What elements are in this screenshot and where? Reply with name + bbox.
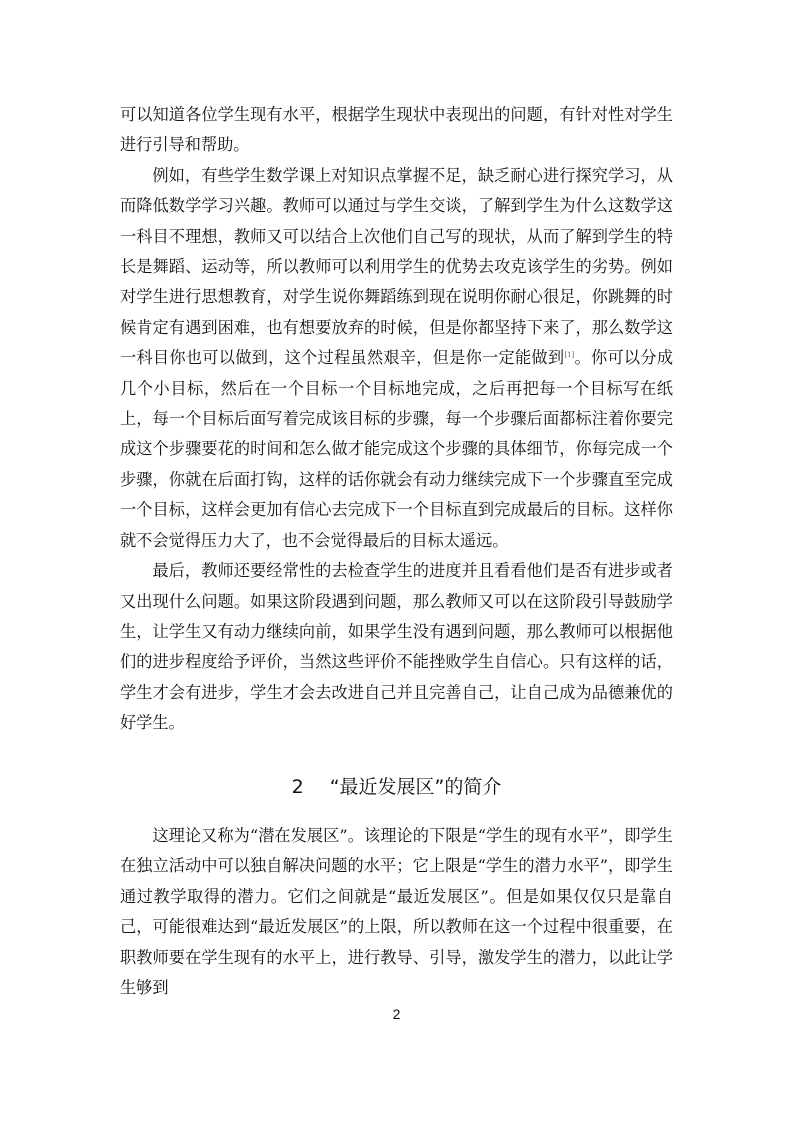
paragraph-1: 可以知道各位学生现有水平，根据学生现状中表现出的问题，有针对性对学生进行引导和帮助。 — [120, 105, 673, 155]
paragraph-3: 最后，教师还要经常性的去检查学生的进度并且看看他们是否有进步或者又出现什么问题。如果这阶段遇到问题，那么教师又可以在这阶段引导鼓励学生，让学生又有动力继续向前，如果学生没有遇到问题，那么教师可以根据他们的进步程度给予评价，当然这些评价不能挫败学生自信心。只有这样的话，学生才会有进步，学生才会去改进自己并且完善自己，让自己成为品德兼优的好学生。 — [120, 561, 673, 733]
citation-marker: [1] — [564, 351, 575, 360]
paragraph-2 — [120, 161, 673, 556]
page-number: 2 — [392, 1006, 401, 1022]
paragraph-2-text-b: 。你可以分成几个小目标，然后在一个目标一个目标地完成，之后再把每一个目标写在纸上，每一个目标后面写着完成该目标的步骤，每一个步骤后面都标注着你要完成这个步骤要花的时间和怎么做才能完成这个步骤的具体细节，你每完成一个步骤，你就在后面打钩，这样的话你就会有动力继续完成下一个步骤直至完成一个目标，这样会更加有信心去完成下一个目标直到完成最后的目标。这样你就不会觉得压力大了，也不会觉得最后的目标太遥远。 — [120, 348, 674, 550]
paragraph-2-text-a: 例如，有些学生数学课上对知识点掌握不足，缺乏耐心进行探究学习，从而降低数学学习兴趣。教师可以通过与学生交谈，了解到学生为什么这数学这一科目不理想，教师又可以结合上次他们自己写的现状，从而了解到学生的特长是舞蹈、运动等，所以教师可以利用学生的优势去攻克该学生的劣势。例如对学生进行思想教育，对学生说你舞蹈练到现在说明你耐心很足，你跳舞的时候肯定有遇到困难，也有想要放弃的时候，但是你都坚持下来了，那么数学这一科目你也可以做到，这个过程虽然艰辛，但是你一定能做到 — [120, 165, 673, 368]
section-number: 2 — [291, 776, 304, 798]
section-title: “最近发展区”的简介 — [329, 776, 502, 798]
section-1-body — [120, 100, 673, 739]
paragraph-4: 这理论又称为“潜在发展区”。该理论的下限是“学生的现有水平”，即学生在独立活动中可以独自解决问题的水平；它上限是“学生的潜力水平”，即学生通过教学取得的潜力。它们之间就是“最近发展区”。但是如果仅仅只是靠自己，可能很难达到“最近发展区”的上限，所以教师在这一个过程中很重要，在职教师要在学生现有的水平上，进行教导、引导，激发学生的潜力，以此让学生够到 — [120, 826, 673, 998]
section-2-heading — [0, 772, 793, 799]
section-2-body — [120, 821, 673, 1003]
